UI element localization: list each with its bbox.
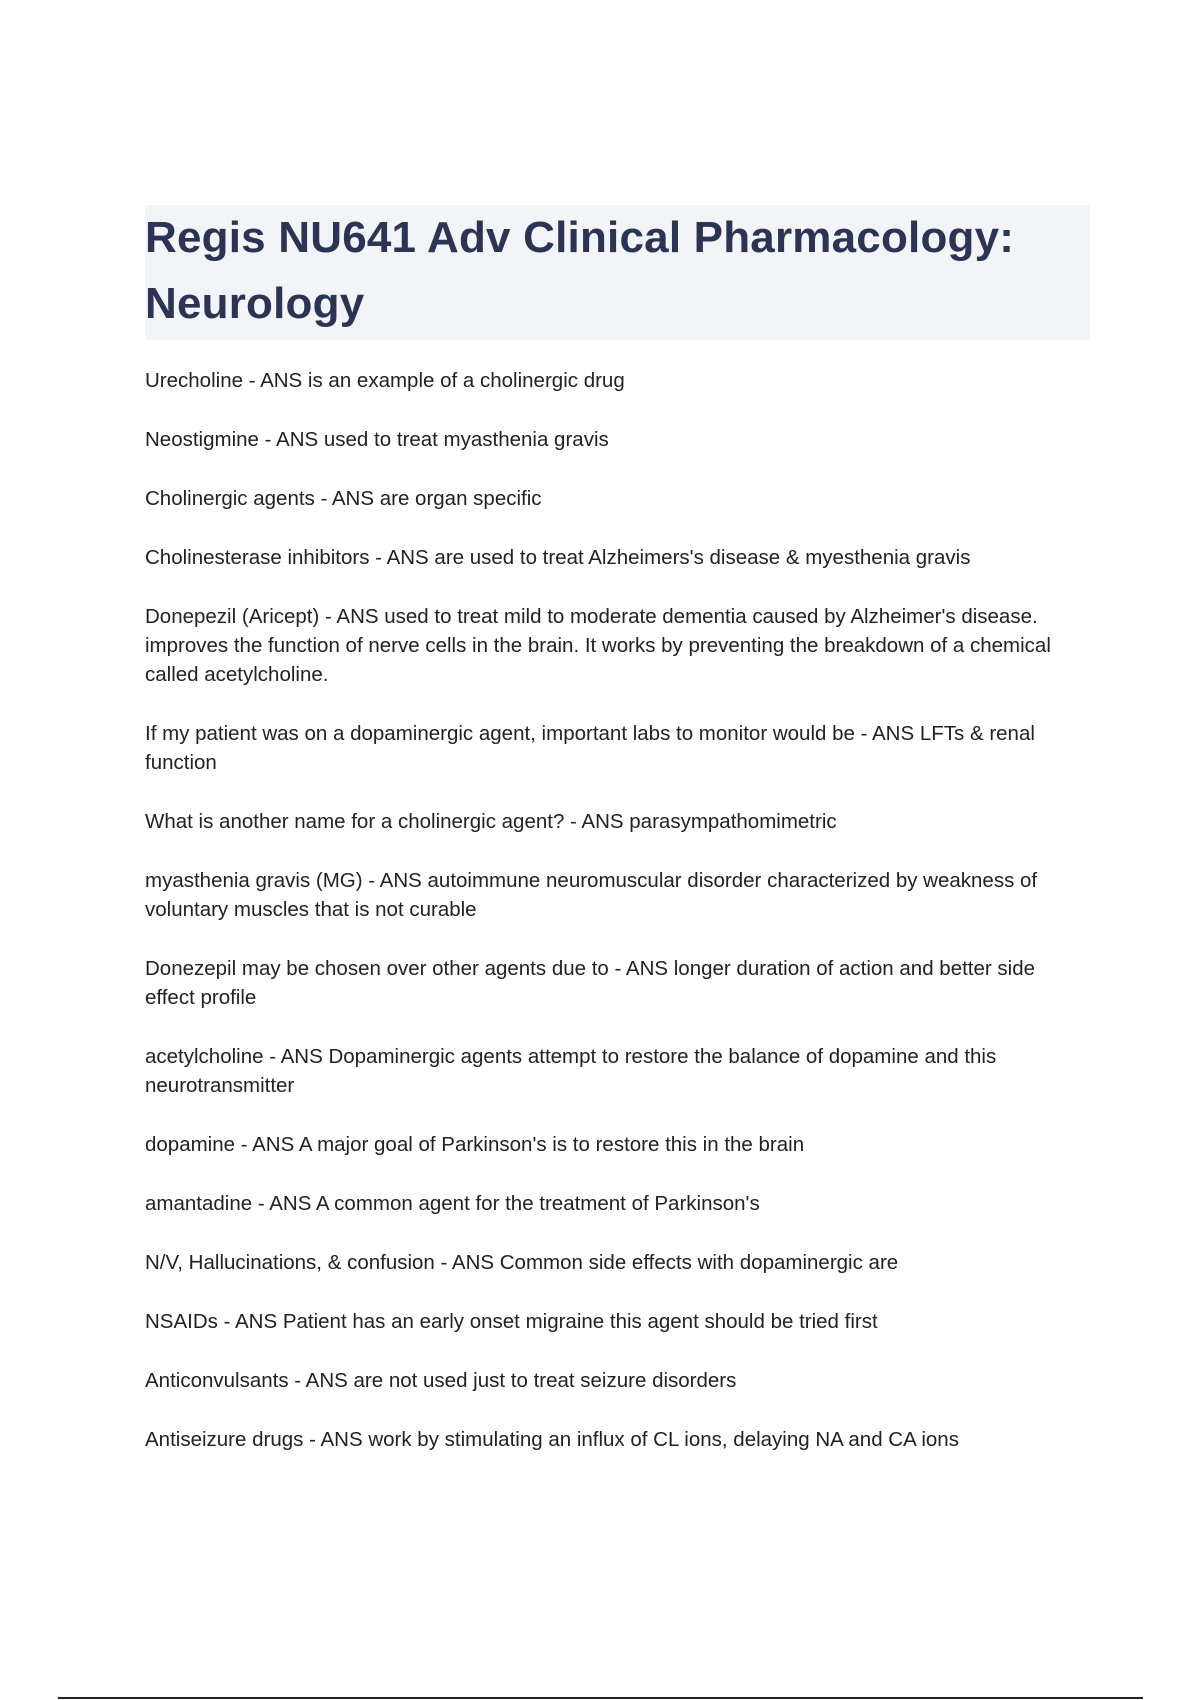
qa-entry: Urecholine - ANS is an example of a cholinergic drug xyxy=(145,369,625,392)
qa-entry: Donezepil may be chosen over other agents due to - ANS longer duration of action and better side effect profile xyxy=(145,957,1036,1009)
page-title: Regis NU641 Adv Clinical Pharmacology: Neurology xyxy=(145,213,1015,328)
qa-entry: If my patient was on a dopaminergic agent, important labs to monitor would be - ANS LFTs & renal function xyxy=(145,722,1035,774)
qa-entry: Antiseizure drugs - ANS work by stimulating an influx of CL ions, delaying NA and CA ions xyxy=(145,1428,959,1451)
qa-entry: N/V, Hallucinations, & confusion - ANS Common side effects with dopaminergic are xyxy=(145,1251,899,1274)
qa-list xyxy=(145,366,1090,1454)
qa-entry: Anticonvulsants - ANS are not used just to treat seizure disorders xyxy=(145,1369,737,1392)
qa-entry: Cholinesterase inhibitors - ANS are used to treat Alzheimers's disease & myesthenia gravis xyxy=(145,546,971,569)
qa-entry: Cholinergic agents - ANS are organ specific xyxy=(145,487,542,510)
qa-entry: NSAIDs - ANS Patient has an early onset migraine this agent should be tried first xyxy=(145,1310,878,1333)
qa-entry: Donepezil (Aricept) - ANS used to treat mild to moderate dementia caused by Alzheimer's disease. improves the function of nerve cells in the brain. It works by preventing the breakdown of a chemical called acetylcholine. xyxy=(145,605,1051,686)
title-banner xyxy=(145,205,1090,340)
qa-entry: dopamine - ANS A major goal of Parkinson's is to restore this in the brain xyxy=(145,1133,805,1156)
footer-divider xyxy=(58,1697,1143,1699)
qa-entry: myasthenia gravis (MG) - ANS autoimmune neuromuscular disorder characterized by weakness of voluntary muscles that is not curable xyxy=(145,869,1038,921)
qa-entry: What is another name for a cholinergic agent? - ANS parasympathomimetric xyxy=(145,810,837,833)
qa-entry: acetylcholine - ANS Dopaminergic agents attempt to restore the balance of dopamine and this neurotransmitter xyxy=(145,1045,997,1097)
qa-entry: amantadine - ANS A common agent for the treatment of Parkinson's xyxy=(145,1192,760,1215)
qa-entry: Neostigmine - ANS used to treat myasthenia gravis xyxy=(145,428,609,451)
